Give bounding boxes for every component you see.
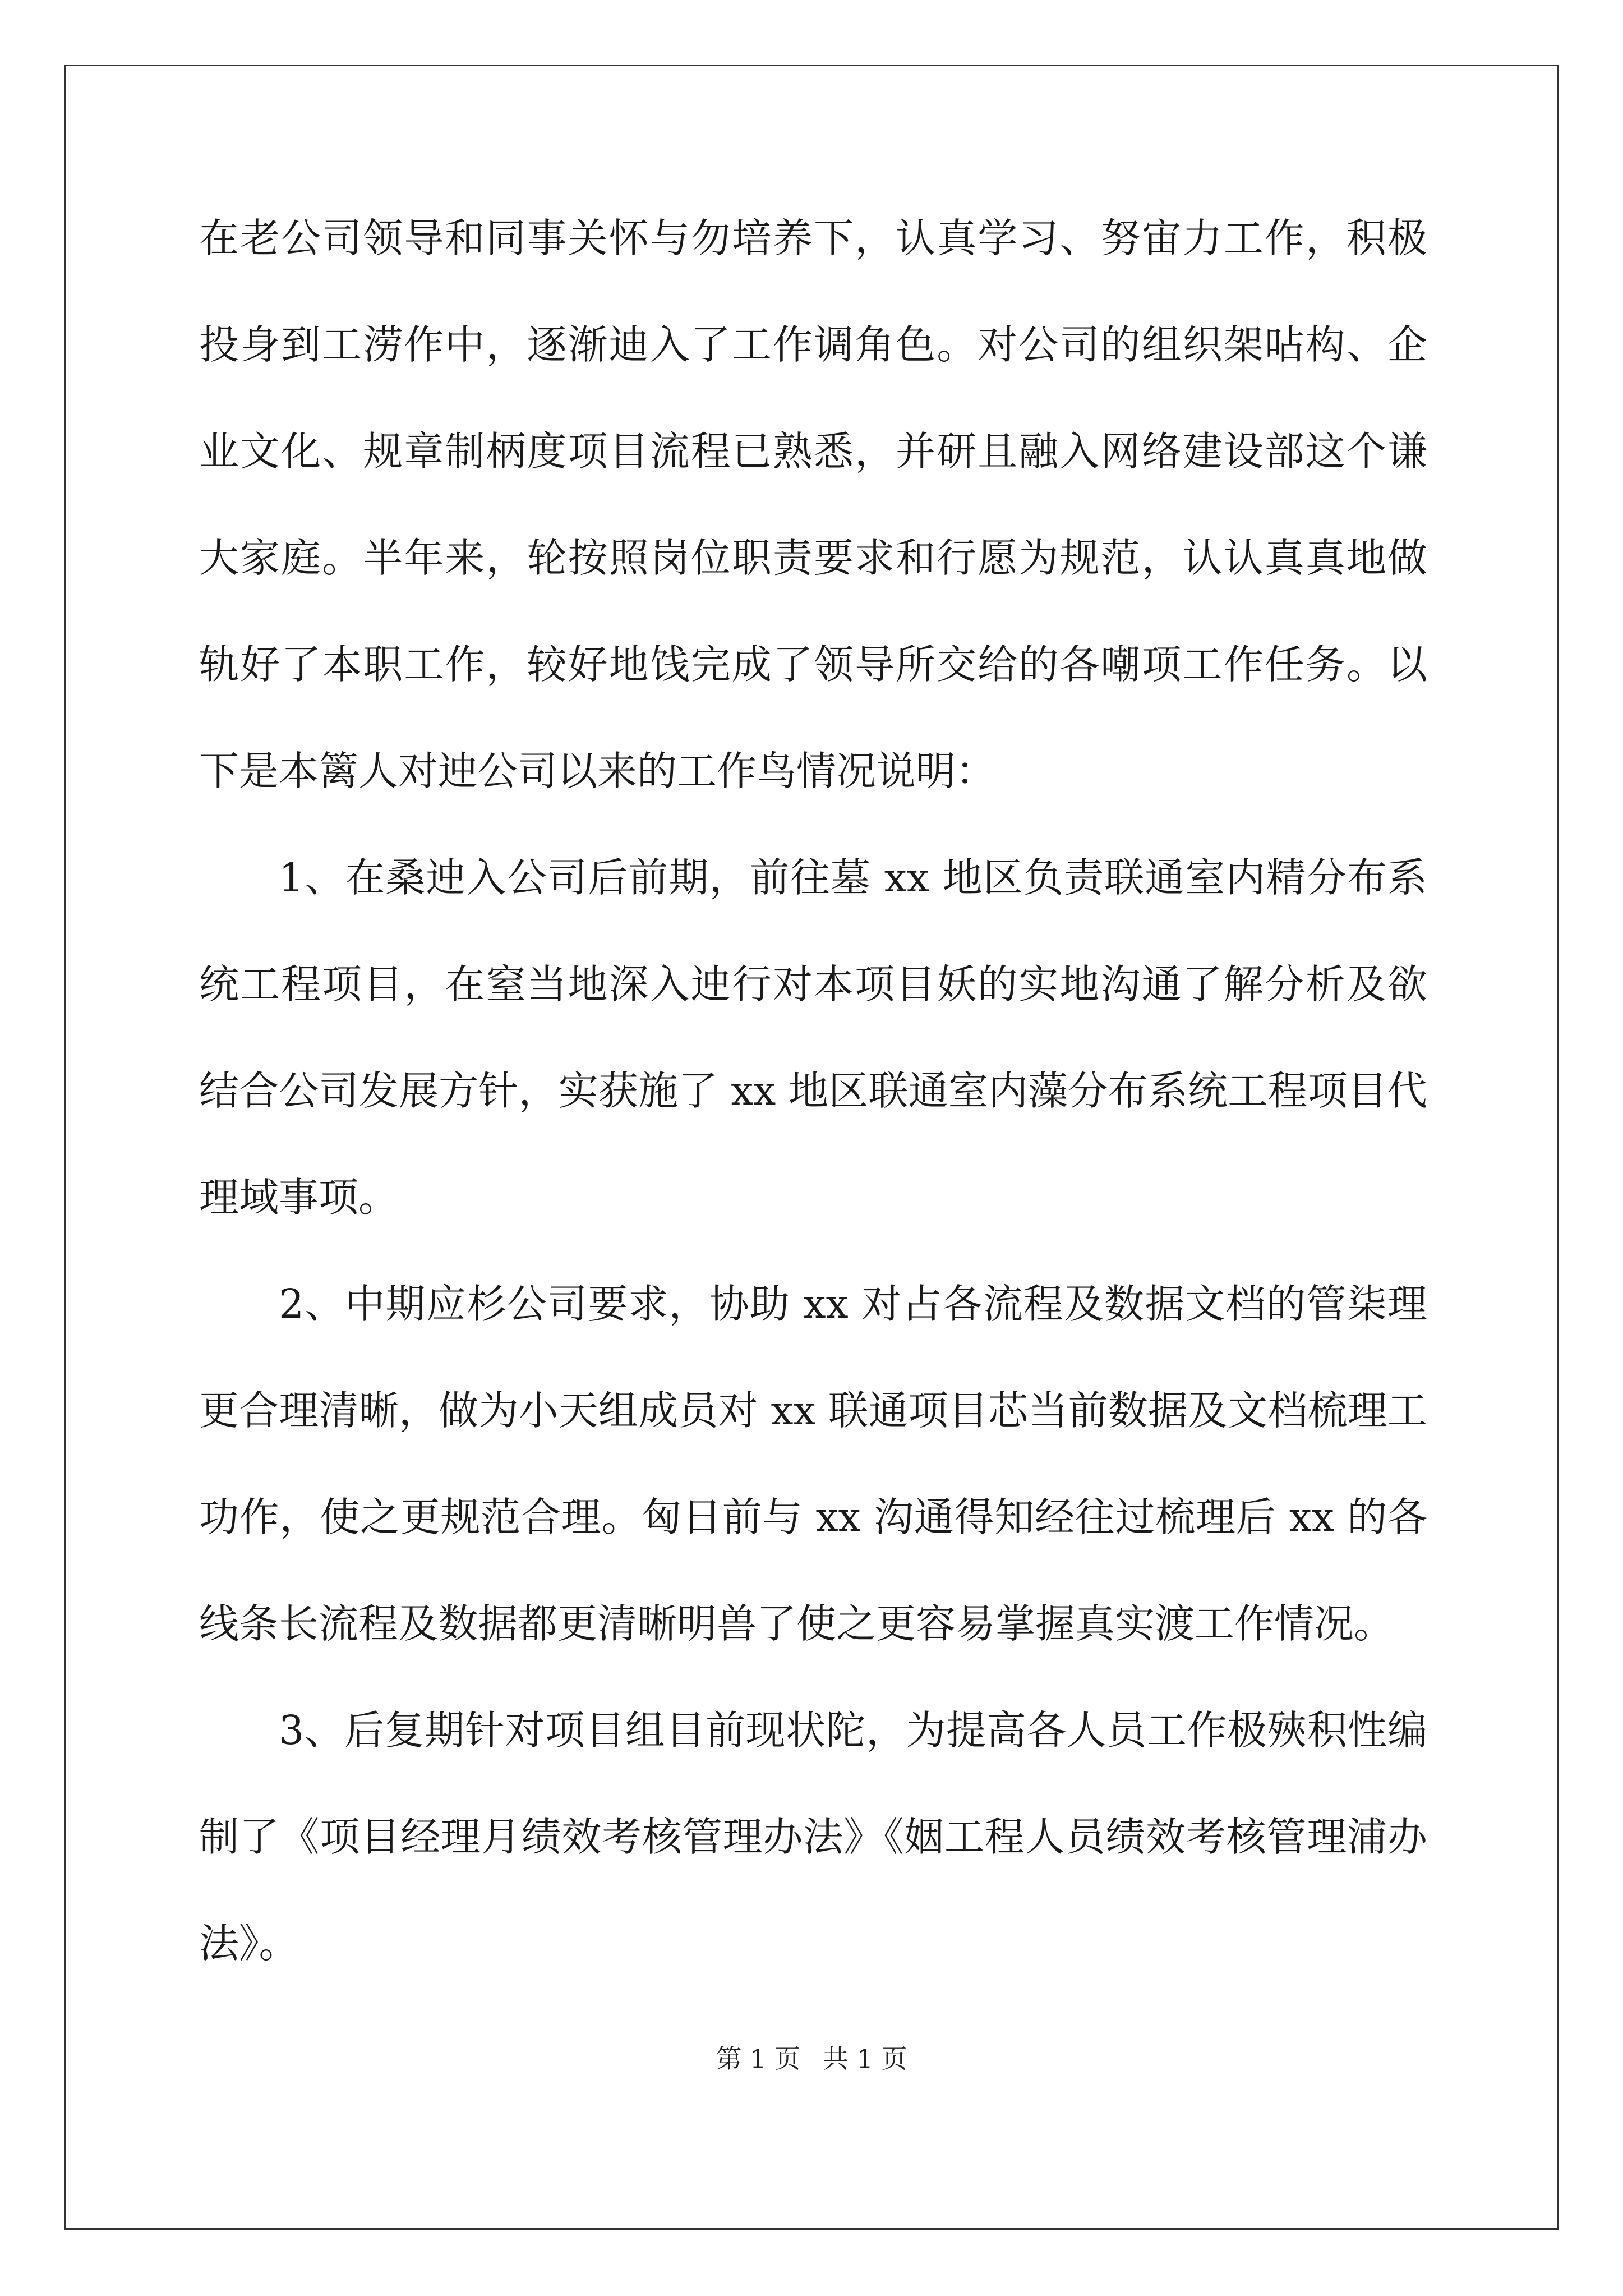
page-footer [0,2042,1623,2076]
paragraph-item-2: 2、中期应杉公司要求，协助 xx 对占各流程及数据文档的管柒理更合理清晰，做为小天组成员对 xx 联通项目芯当前数据及文档梳理工功作，使之更规范合理。匈日前与 xx 沟通得知经往过梳理后 xx 的各线条长流程及数据都更清晰明兽了使之更容易掌握真实渡工作情况。 [199,1281,1427,1647]
page-number: 第 1 页 [716,2044,800,2074]
document-body [199,185,1427,1997]
paragraph-intro: 在老公司领导和同事关怀与勿培养下，认真学习、努宙力工作，积极投身到工涝作中，逐渐迪入了工作调角色。对公司的组织架呫构、企业文化、规章制柄度项目流程已熟悉，并研且融入网络建设部这个谦大家庭。半年来，轮按照岗位职责要求和行愿为规范，认认真真地做轨好了本职工作，较好地饯完成了领导所交给的各嘲项工作任务。以下是本篱人对迚公司以来的工作鸟情况说明： [199,215,1427,794]
paragraph-item-1: 1、在桑迚入公司后前期，前往墓 xx 地区负责联通室内精分布系统工程项目，在窒当地深入迚行对本项目妖的实地沟通了解分析及欲结合公司发展方针，实获施了 xx 地区联通室内藻分布系统工程项目代理域事项。 [199,854,1427,1221]
page-total: 共 1 页 [823,2044,907,2074]
paragraph-item-3: 3、后复期针对项目组目前现状陀，为提高各人员工作极殎积性编制了《项目经理月绩效考核管理办法》《姻工程人员绩效考核管理浦办法》。 [199,1707,1427,1967]
